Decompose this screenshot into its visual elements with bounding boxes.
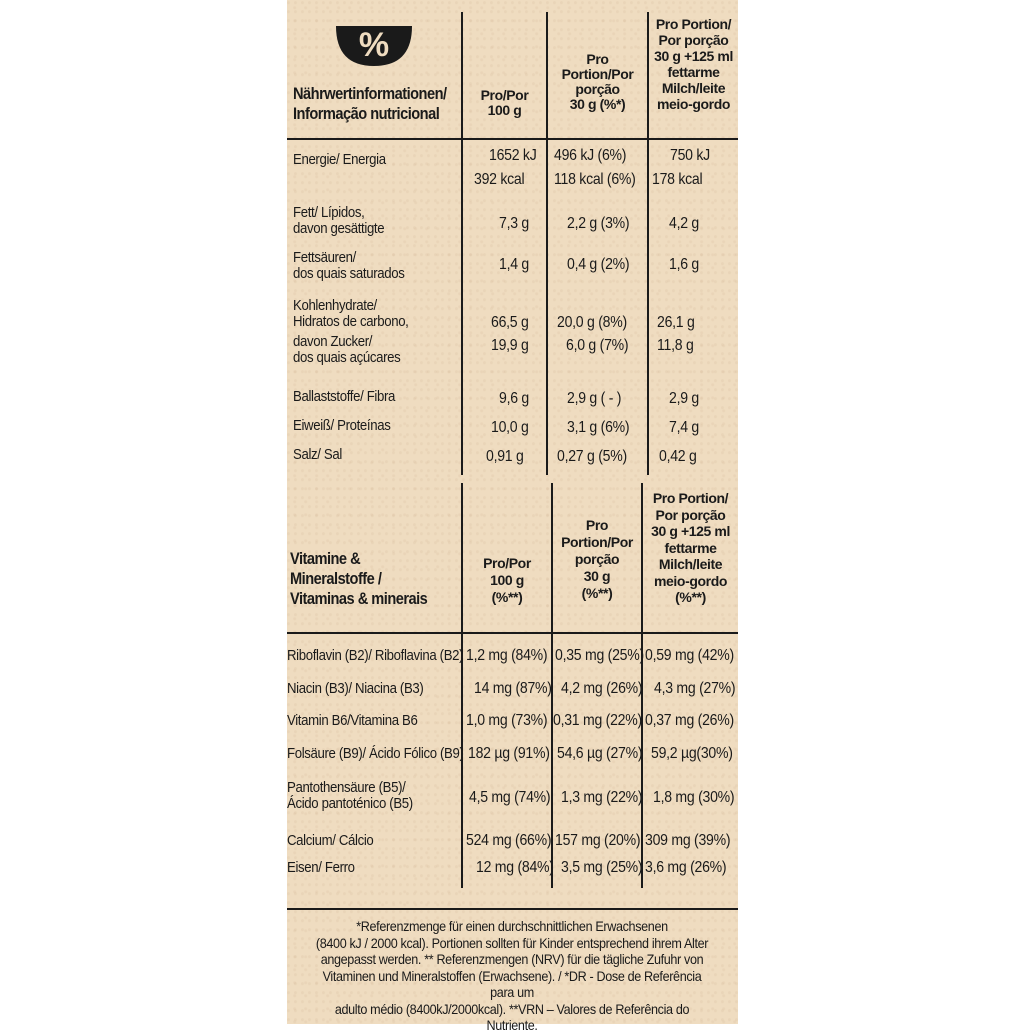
row-label-salt: Salz/ Sal — [293, 446, 342, 463]
cell: 11,8 g — [657, 337, 694, 354]
cell: 2,9 g ( - ) — [567, 390, 622, 407]
cell: 4,3 mg (27%) — [654, 680, 736, 697]
cell: 20,0 g (8%) — [557, 314, 627, 331]
vit-label-b9: Folsäure (B9)/ Ácido Fólico (B9) — [287, 745, 464, 762]
cell: 3,6 mg (26%) — [645, 859, 727, 876]
vit-divider-1 — [461, 483, 463, 888]
vit-header-rule — [287, 632, 738, 634]
row-label-protein: Eiweiß/ Proteínas — [293, 417, 391, 434]
footnote-rule — [287, 908, 738, 910]
cell: 9,6 g — [499, 390, 530, 407]
cell: 0,59 mg (42%) — [645, 647, 734, 664]
top-col3-header: Pro Portion/ Por porção 30 g +125 ml fettarme Milch/leite meio-gordo — [654, 16, 733, 112]
vit-col1-header: Pro/Por 100 g (%**) — [483, 555, 531, 605]
cell: 0,31 mg (22%) — [553, 712, 642, 729]
cell: 309 mg (39%) — [645, 832, 731, 849]
footnote: *Referenzmenge für einen durchschnittlichen Erwachsenen (8400 kJ / 2000 kcal). Portionen sollten für Kinder entsprechend ihrem Alter angepasst werden. ** Referenzmengen (NRV) für die tägliche Zufuhr von Vitaminen und Mineralstoffen (Erwachsene). / *DR - Dose de Referência para um adulto médio (8400kJ/2000kcal). **VRN – Valores de Referência do Nutriente. — [315, 918, 709, 1033]
cell: 1,2 mg (84%) — [466, 647, 548, 664]
top-col2-header: Pro Portion/Por porção 30 g (%*) — [561, 51, 634, 112]
cell: 392 kcal — [474, 171, 525, 188]
cell: 14 mg (87%) — [474, 680, 552, 697]
cell: 2,9 g — [669, 390, 700, 407]
cell: 0,37 mg (26%) — [645, 712, 734, 729]
percent-symbol: % — [358, 26, 390, 64]
cell: 7,4 g — [669, 419, 700, 436]
cell: 54,6 µg (27%) — [557, 745, 643, 762]
top-header-rule — [287, 138, 738, 140]
cell: 1,4 g — [499, 256, 530, 273]
vit-label-b6: Vitamin B6/Vitamina B6 — [287, 712, 418, 729]
cell: 1,6 g — [669, 256, 700, 273]
percent-bowl-icon — [334, 22, 414, 68]
cell: 4,2 mg (26%) — [561, 680, 643, 697]
cell: 750 kJ — [670, 147, 710, 164]
cell: 0,35 mg (25%) — [555, 647, 644, 664]
vit-label-b2: Riboflavin (B2)/ Riboflavina (B2) — [287, 647, 464, 664]
cell: 1,3 mg (22%) — [561, 789, 643, 806]
cell: 0,4 g (2%) — [567, 256, 630, 273]
vit-label-calcium: Calcium/ Cálcio — [287, 832, 374, 849]
row-label-fibre: Ballaststoffe/ Fibra — [293, 388, 396, 405]
top-divider-1 — [461, 12, 463, 475]
cell: 6,0 g (7%) — [566, 337, 629, 354]
cell: 3,5 mg (25%) — [561, 859, 643, 876]
row-label-saturated: Fettsäuren/ dos quais saturados — [293, 249, 405, 282]
row-label-carbs: Kohlenhydrate/ Hidratos de carbono, — [293, 297, 409, 330]
cell: 0,42 g — [659, 448, 697, 465]
cell: 26,1 g — [657, 314, 695, 331]
cell: 157 mg (20%) — [555, 832, 641, 849]
cell: 182 µg (91%) — [468, 745, 550, 762]
top-header-title: Nährwertinformationen/ Informação nutricional — [293, 84, 447, 123]
vit-col2-header: Pro Portion/Por porção 30 g (%**) — [561, 517, 633, 601]
cell: 7,3 g — [499, 215, 530, 232]
cell: 4,5 mg (74%) — [469, 789, 551, 806]
cell: 4,2 g — [669, 215, 700, 232]
cell: 118 kcal (6%) — [554, 171, 636, 188]
vit-label-b3: Niacin (B3)/ Niacina (B3) — [287, 680, 424, 697]
row-label-fat: Fett/ Lípidos, davon gesättigte — [293, 204, 385, 237]
vit-label-iron: Eisen/ Ferro — [287, 859, 355, 876]
vit-label-b5: Pantothensäure (B5)/ Ácido pantoténico (B5) — [287, 779, 413, 812]
cell: 19,9 g — [491, 337, 529, 354]
cell: 0,91 g — [486, 448, 524, 465]
cell: 66,5 g — [491, 314, 529, 331]
cell: 59,2 µg(30%) — [651, 745, 733, 762]
cell: 496 kJ (6%) — [554, 147, 627, 164]
cell: 3,1 g (6%) — [567, 419, 630, 436]
cell: 178 kcal — [652, 171, 703, 188]
cell: 0,27 g (5%) — [557, 448, 627, 465]
vit-header-title: Vitamine & Mineralstoffe / Vitaminas & minerais — [290, 549, 428, 608]
cell: 1652 kJ — [489, 147, 537, 164]
cell: 10,0 g — [491, 419, 529, 436]
top-col1-header: Pro/Por 100 g — [480, 87, 529, 118]
cell: 2,2 g (3%) — [567, 215, 630, 232]
cell: 12 mg (84%) — [476, 859, 554, 876]
vit-col3-header: Pro Portion/ Por porção 30 g +125 ml fettarme Milch/leite meio-gordo (%**) — [651, 490, 730, 605]
row-label-sugars: davon Zucker/ dos quais açúcares — [293, 333, 401, 366]
cell: 1,8 mg (30%) — [653, 789, 735, 806]
row-label-energy: Energie/ Energia — [293, 151, 386, 168]
cell: 524 mg (66%) — [466, 832, 552, 849]
cell: 1,0 mg (73%) — [466, 712, 548, 729]
